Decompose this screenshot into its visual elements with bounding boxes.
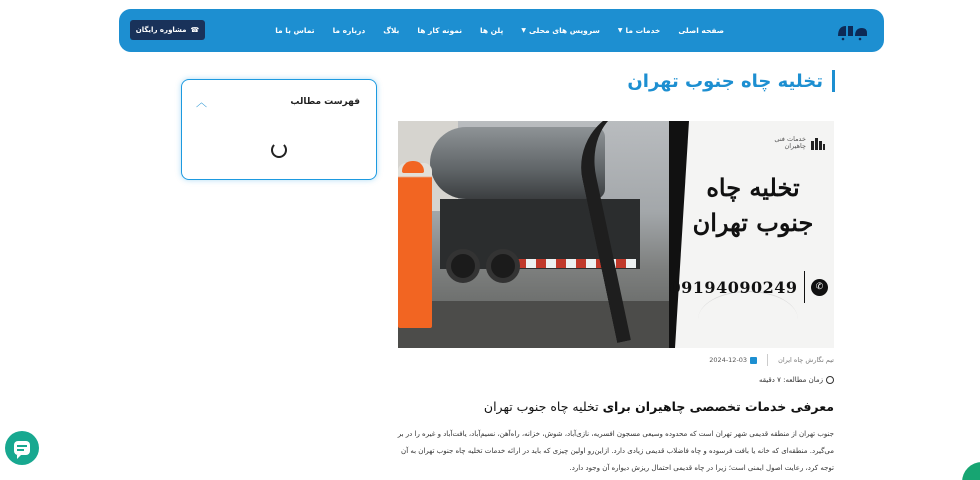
site-header bbox=[119, 9, 884, 52]
clock-icon bbox=[826, 376, 834, 384]
nav-item-label: صفحه اصلی bbox=[678, 26, 724, 35]
nav-item-portfolio[interactable] bbox=[417, 26, 462, 35]
brand-text bbox=[774, 136, 806, 151]
hero-brand bbox=[774, 135, 826, 151]
chat-icon bbox=[14, 441, 30, 455]
phone-icon: ☎ bbox=[190, 26, 200, 34]
chat-line bbox=[17, 445, 27, 447]
brand-line: خدمات فنی bbox=[774, 134, 806, 143]
calendar-icon bbox=[750, 357, 757, 364]
nav-item-home[interactable] bbox=[678, 26, 724, 35]
section-heading bbox=[484, 399, 834, 414]
phone-icon: ✆ bbox=[811, 279, 828, 296]
intro-paragraph: جنوب تهران از منطقه قدیمی شهر تهران است که محدوده وسیعی مسجون افسریه، نازی‌آباد، شوش، خزانه، راه‌آهن، نسیم‌آباد، یافت‌آباد و غیره را در بر می‌گیرد. منطقه‌ای که خانه یا بافت فرسوده و چاه فاضلاب قدیمی زیادی دارد. ازاین‌رو اولین چیزی که باید در ارائه خدمات تخلیه چاه جنوب تهران به آن توجه کرد، رعایت اصول ایمنی است؛ زیرا در چاه قدیمی احتمال ریزش دیواره آن وجود دارد. bbox=[397, 430, 834, 472]
free-consultation-button[interactable] bbox=[130, 20, 205, 40]
read-time bbox=[759, 376, 834, 384]
nav-item-about[interactable] bbox=[333, 26, 366, 35]
truck-wheel-shape bbox=[446, 249, 480, 283]
chevron-down-icon: ▼ bbox=[617, 27, 623, 34]
nav-item-label: درباره ما bbox=[332, 26, 366, 35]
date-text: 2024-12-03 bbox=[709, 356, 748, 364]
floating-action-button[interactable] bbox=[962, 462, 980, 480]
page-title-text: تخلیه چاه جنوب تهران bbox=[627, 70, 823, 92]
nav-item-label: تماس با ما bbox=[275, 26, 315, 35]
hero-phone-row bbox=[670, 271, 828, 303]
nav-item-blog[interactable] bbox=[383, 26, 399, 35]
helmet-shape bbox=[402, 161, 424, 173]
divider bbox=[804, 271, 806, 303]
nav-item-label: خدمات ما bbox=[625, 26, 661, 35]
truck-wheel-shape bbox=[486, 249, 520, 283]
cta-label: مشاوره رایگان bbox=[135, 26, 187, 34]
divider bbox=[767, 354, 768, 366]
main-nav bbox=[275, 9, 724, 52]
nav-item-label: پلن ها bbox=[480, 26, 504, 35]
nav-item-plans[interactable] bbox=[480, 26, 503, 35]
site-logo[interactable] bbox=[834, 20, 870, 42]
hero-image bbox=[398, 121, 834, 348]
chat-line bbox=[17, 449, 24, 451]
page-title bbox=[627, 68, 835, 94]
post-meta bbox=[709, 354, 834, 366]
brand-line: چاهیران bbox=[784, 142, 806, 150]
worker-shape bbox=[398, 163, 432, 328]
toc-title: فهرست مطالب bbox=[290, 97, 360, 107]
chat-button[interactable] bbox=[5, 431, 39, 465]
heading-rest: تخلیه چاه جنوب تهران bbox=[483, 399, 599, 414]
nav-item-local-services[interactable] bbox=[521, 26, 600, 35]
truck-tank-shape bbox=[430, 127, 605, 199]
nav-item-label: نمونه کار ها bbox=[417, 26, 463, 35]
read-time-text: زمان مطالعه: ۷ دقیقه bbox=[759, 376, 823, 384]
nav-item-label: سرویس های محلی bbox=[528, 26, 600, 35]
hero-headline: تخلیه چاه جنوب تهران bbox=[692, 173, 814, 237]
heading-strong: معرفی خدمات تخصصی چاهیران برای bbox=[602, 399, 834, 414]
chevron-down-icon: ▼ bbox=[521, 27, 526, 34]
brand-logo-icon bbox=[810, 135, 826, 151]
title-accent-bar bbox=[832, 70, 835, 92]
post-date bbox=[709, 356, 757, 364]
hero-photo bbox=[398, 121, 678, 348]
author-link[interactable]: تیم نگارش چاه ایران bbox=[778, 356, 834, 364]
nav-item-services[interactable] bbox=[618, 26, 660, 35]
chevron-up-icon[interactable]: ︿ bbox=[196, 96, 207, 109]
nav-item-contact[interactable] bbox=[275, 26, 314, 35]
hero-phone-number: 09194090249 bbox=[669, 277, 798, 297]
table-of-contents bbox=[181, 79, 377, 180]
loading-spinner-icon bbox=[271, 142, 287, 158]
nav-item-label: بلاگ bbox=[383, 26, 400, 35]
